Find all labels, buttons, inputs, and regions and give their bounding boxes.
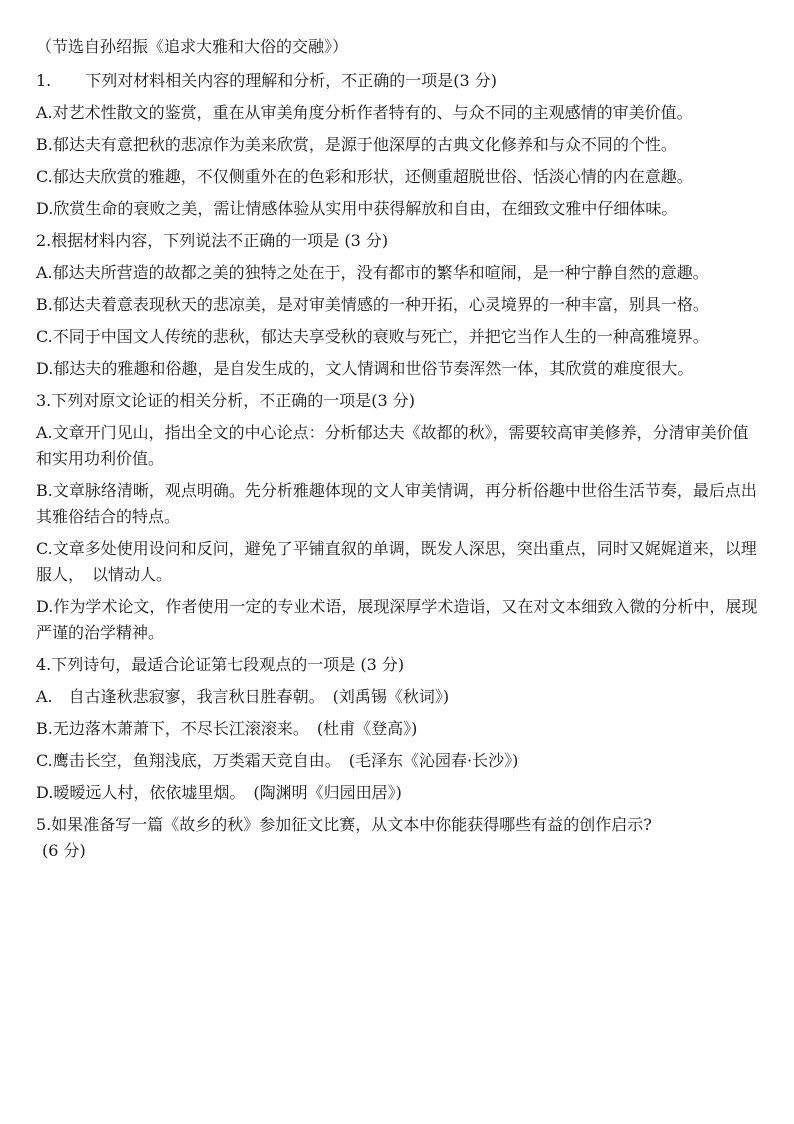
question-stem: 5.如果准备写一篇《故乡的秋》参加征文比赛，从文本中你能获得哪些有益的创作启示? — [36, 815, 652, 834]
option-b: B.文章脉络清晰，观点明确。先分析雅趣体现的文人审美情调，再分析俗趣中世俗生活节奏，最后点出其雅俗结合的特点。 — [36, 481, 757, 526]
question-stem: 2.根据材料内容，下列说法不正确的一项是 (3 分) — [36, 231, 389, 250]
question-2 — [36, 228, 764, 382]
option-c: C.文章多处使用设问和反问，避免了平铺直叙的单调，既发人深思，突出重点，同时又娓娓道来，以理服人， 以情动人。 — [36, 539, 757, 584]
option-c: C.鹰击长空，鱼翔浅底，万类霜天竞自由。 (毛泽东《沁园春·长沙》) — [36, 751, 519, 770]
question-score: (6 分) — [42, 841, 86, 860]
option-d: D.作为学术论文，作者使用一定的专业术语，展现深厚学术造诣，又在对文本细致入微的分析中，展现严谨的治学精神。 — [36, 597, 758, 642]
question-number: 1. — [36, 71, 52, 90]
option-c: C.不同于中国文人传统的悲秋，郁达夫享受秋的衰败与死亡，并把它当作人生的一种高雅境界。 — [36, 327, 709, 346]
option-c: C.郁达夫欣赏的雅趣，不仅侧重外在的色彩和形状，还侧重超脱世俗、恬淡心情的内在意趣。 — [36, 167, 693, 186]
question-1 — [36, 68, 764, 222]
question-3 — [36, 388, 764, 646]
option-d: D.暧暧远人村，依依墟里烟。 (陶渊明《归园田居》) — [36, 783, 402, 802]
option-a: A.对艺术性散文的鉴赏，重在从审美角度分析作者特有的、与众不同的主观感情的审美价值。 — [36, 103, 693, 122]
question-4 — [36, 652, 764, 806]
option-a: A.文章开门见山，指出全文的中心论点：分析郁达夫《故都的秋》，需要较高审美修养，分清审美价值和实用功利价值。 — [36, 423, 749, 468]
option-b: B.郁达夫有意把秋的悲凉作为美来欣赏，是源于他深厚的古典文化修养和与众不同的个性。 — [36, 135, 677, 154]
question-stem — [36, 68, 764, 94]
question-text: 下列对材料相关内容的理解和分析，不正确的一项是(3 分) — [85, 71, 498, 90]
option-d: D.欣赏生命的衰败之美，需让情感体验从实用中获得解放和自由，在细致文雅中仔细体味。 — [36, 199, 678, 218]
question-5 — [36, 812, 764, 864]
option-a: A. 自古逢秋悲寂寥，我言秋日胜春朝。 (刘禹锡《秋词》) — [36, 687, 450, 706]
option-b: B.无边落木萧萧下，不尽长江滚滚来。 (杜甫《登高》) — [36, 719, 418, 738]
source-citation: （节选自孙绍振《追求大雅和大俗的交融》） — [36, 37, 349, 56]
option-d: D.郁达夫的雅趣和俗趣，是自发生成的，文人情调和世俗节奏浑然一体，其欣赏的难度很大。 — [36, 359, 694, 378]
option-a: A.郁达夫所营造的故都之美的独特之处在于，没有都市的繁华和喧闹，是一种宁静自然的意趣。 — [36, 263, 709, 282]
question-stem: 3.下列对原文论证的相关分析，不正确的一项是(3 分) — [36, 391, 416, 410]
question-stem: 4.下列诗句，最适合论证第七段观点的一项是 (3 分) — [36, 655, 405, 674]
option-b: B.郁达夫着意表现秋天的悲凉美，是对审美情感的一种开拓，心灵境界的一种丰富，别具一格。 — [36, 295, 709, 314]
